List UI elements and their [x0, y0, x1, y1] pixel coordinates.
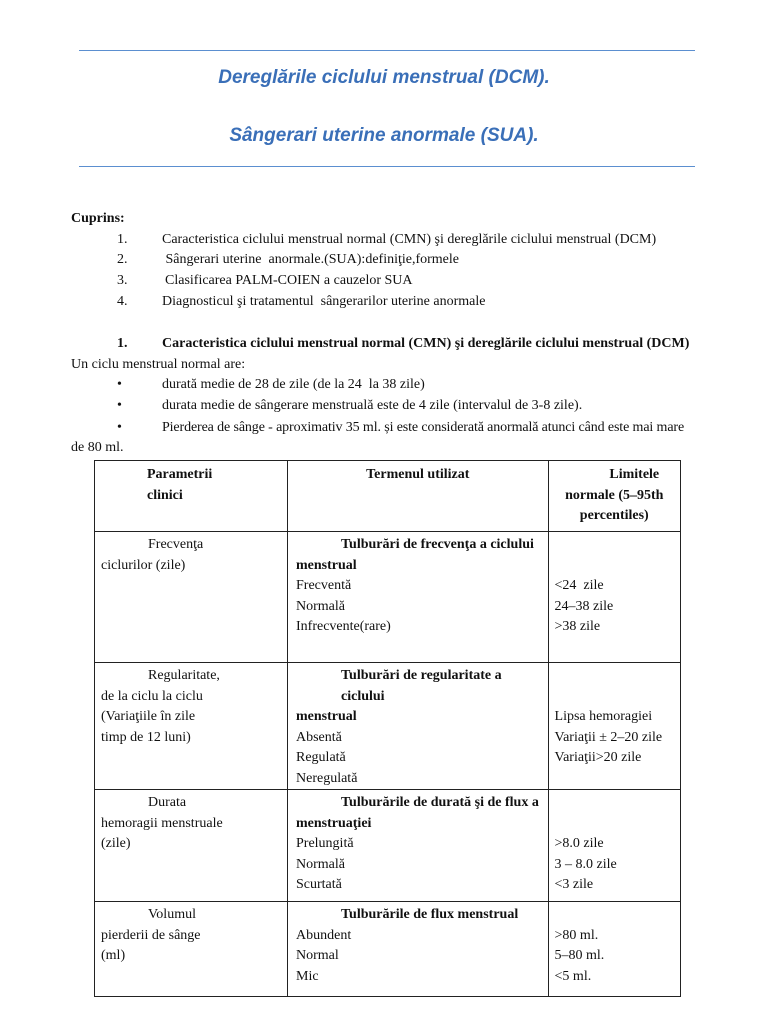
- term-cell: Tulburări de frecvenţa a ciclului menstrual Frecventă Normală Infrecvente(rare): [288, 532, 549, 663]
- contents-label: Cuprins:: [71, 211, 125, 226]
- param-cell: Volumul pierderii de sânge (ml): [95, 902, 288, 997]
- bullet-item: Pierderea de sânge - aproximativ 35 ml. și este considerată anormală atunci când este mai mare: [162, 420, 685, 435]
- limits-cell: >80 ml. 5–80 ml. <5 ml.: [548, 902, 680, 997]
- table-row: [95, 902, 681, 997]
- header-parameters: Parametrii clinici: [95, 461, 288, 532]
- term-cell: Tulburări de regularitate a ciclului menstrual Absentă Regulată Neregulată: [288, 663, 549, 790]
- bullet-symbol: •: [117, 377, 122, 392]
- header-term: Termenul utilizat: [288, 461, 549, 532]
- bullet-item: durata medie de sângerare menstruală este de 4 zile (intervalul de 3-8 zile).: [162, 398, 583, 413]
- contents-item-number: 2.: [117, 252, 128, 267]
- section-intro: Un ciclu menstrual normal are:: [71, 357, 246, 372]
- section-number: 1.: [117, 336, 128, 351]
- table-row: [95, 532, 681, 663]
- header-limits: Limitele normale (5–95th percentiles): [548, 461, 680, 532]
- section-heading: Caracteristica ciclului menstrual normal (CMN) şi dereglările ciclului menstrual (DCM): [162, 336, 690, 351]
- bottom-rule: [79, 166, 695, 167]
- contents-item-number: 4.: [117, 294, 128, 309]
- table-header-row: [95, 461, 681, 532]
- term-cell: Tulburările de flux menstrual Abundent Normal Mic: [288, 902, 549, 997]
- table-row: [95, 663, 681, 790]
- contents-item-number: 3.: [117, 273, 128, 288]
- bullet-symbol: •: [117, 398, 122, 413]
- clinical-parameters-table: [94, 460, 681, 997]
- table-row: [95, 790, 681, 902]
- limits-cell: Lipsa hemoragiei Variaţii ± 2–20 zile Variaţii>20 zile: [548, 663, 680, 790]
- contents-item-number: 1.: [117, 232, 128, 247]
- top-rule: [79, 50, 695, 51]
- document-title: Dereglările ciclului menstrual (DCM).: [218, 67, 550, 88]
- param-cell: Regularitate, de la ciclu la ciclu (Variaţiile în zile timp de 12 luni): [95, 663, 288, 790]
- limits-cell: >8.0 zile 3 – 8.0 zile <3 zile: [548, 790, 680, 902]
- contents-item: Caracteristica ciclului menstrual normal (CMN) şi dereglările ciclului menstrual (DCM): [162, 232, 657, 247]
- param-cell: Frecvenţa ciclurilor (zile): [95, 532, 288, 663]
- bullet-symbol: •: [117, 420, 122, 435]
- limits-cell: <24 zile 24–38 zile >38 zile: [548, 532, 680, 663]
- bullet-item-continuation: de 80 ml.: [71, 440, 124, 455]
- contents-item: Diagnosticul şi tratamentul sângerarilor uterine anormale: [162, 294, 486, 309]
- document-subtitle: Sângerari uterine anormale (SUA).: [229, 125, 539, 146]
- term-cell: Tulburările de durată şi de flux a menstruaţiei Prelungită Normală Scurtată: [288, 790, 549, 902]
- contents-item: Clasificarea PALM-COIEN a cauzelor SUA: [165, 273, 413, 288]
- param-cell: Durata hemoragii menstruale (zile): [95, 790, 288, 902]
- bullet-item: durată medie de 28 de zile (de la 24 la 38 zile): [162, 377, 425, 392]
- contents-item: Sângerari uterine anormale.(SUA):definiţie,formele: [162, 252, 459, 267]
